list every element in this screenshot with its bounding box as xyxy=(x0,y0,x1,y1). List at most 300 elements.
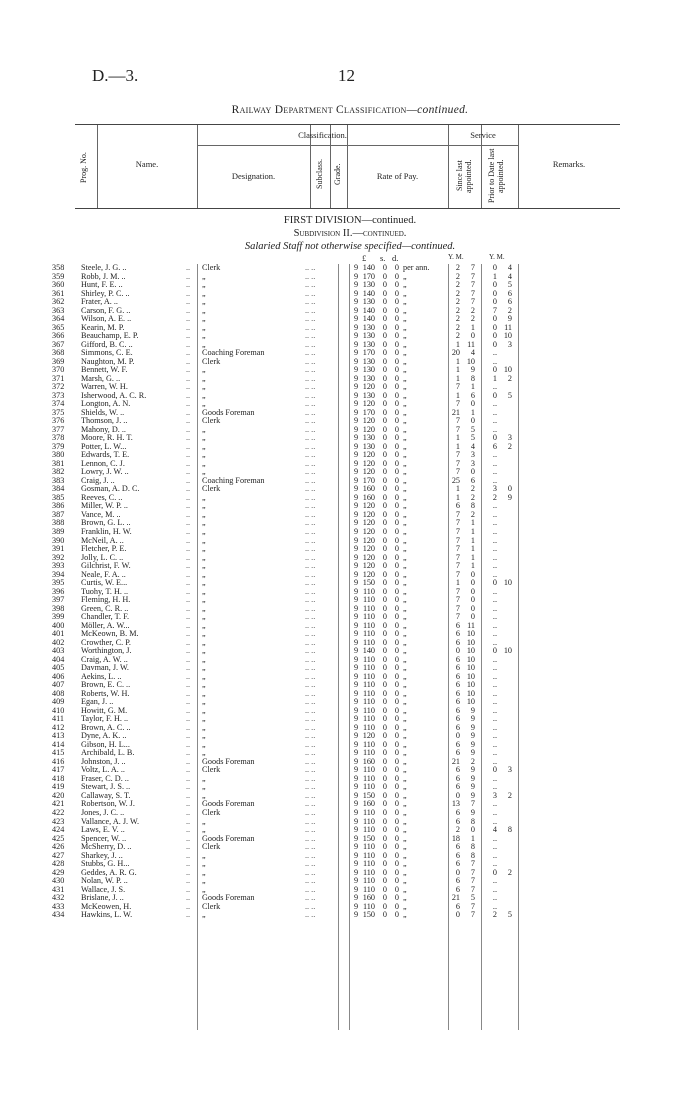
cell-sy: 7 xyxy=(455,467,460,477)
cell-des: „ xyxy=(202,442,206,451)
cell-py: .. xyxy=(492,603,497,613)
cell-gr: 9 xyxy=(353,859,359,869)
cell-sy: 1 xyxy=(455,578,460,588)
cell-no: 375 xyxy=(52,407,65,417)
cell-l: 110 xyxy=(363,808,375,817)
cell-py: .. xyxy=(492,671,497,681)
cell-s: 0 xyxy=(382,382,387,392)
cell-sm: 10 xyxy=(466,356,475,366)
cell-sm: 7 xyxy=(470,271,475,281)
cell-gr: 9 xyxy=(353,748,359,758)
cell-l: 130 xyxy=(362,373,375,383)
cell-gr: 9 xyxy=(353,458,359,468)
cell-d: 0 xyxy=(394,790,399,800)
cell-sy: 7 xyxy=(455,595,460,605)
cell-des: Clerk xyxy=(202,417,221,426)
cell-per: „ xyxy=(403,876,407,886)
cell-sy: 1 xyxy=(455,441,460,451)
cell-des: Coaching Foreman xyxy=(202,476,265,485)
table-row: .. .. .. 426 McSherry, D. .. Clerk 9 110 0 0 „ 6 8 .. xyxy=(52,842,497,852)
cell-py: .. xyxy=(492,424,497,434)
cell-sm: 7 xyxy=(470,910,475,920)
cell-sy: 6 xyxy=(455,714,460,724)
cell-per: „ xyxy=(403,680,407,690)
cell-d: 0 xyxy=(394,833,399,843)
cell-s: 0 xyxy=(382,475,387,485)
cell-des: „ xyxy=(202,562,206,571)
cell-s: 0 xyxy=(382,390,387,400)
cell-gr: 9 xyxy=(353,833,359,843)
cell-per: „ xyxy=(403,816,407,826)
cell-s: 0 xyxy=(382,433,387,443)
cell-sm: 2 xyxy=(470,492,475,502)
cell-sm: 8 xyxy=(470,850,475,860)
cell-pm: 2 xyxy=(507,305,512,315)
cell-sm: 0 xyxy=(470,595,475,605)
cell-no: 388 xyxy=(52,518,65,528)
cell-py: .. xyxy=(492,808,497,817)
table-row: .. .. .. 365 Kearin, M. P. „ 9 130 0 0 „ 2 1 0 11 xyxy=(52,322,512,332)
cell-l: 120 xyxy=(362,526,375,536)
cell-sm: 1 xyxy=(470,535,475,545)
cell-name: McKeown, B. M. xyxy=(81,630,139,639)
cell-s: 0 xyxy=(382,688,387,698)
cell-pm: 3 xyxy=(507,765,512,775)
cell-sy: 6 xyxy=(455,901,460,911)
cell-l: 110 xyxy=(363,748,375,758)
cell-gr: 9 xyxy=(353,416,359,426)
cell-d: 0 xyxy=(394,663,399,673)
table-row: .. .. .. 373 Isherwood, A. C. R. „ 9 130 0 0 „ 1 6 0 5 xyxy=(52,390,512,400)
title-suffix: —continued. xyxy=(406,104,469,116)
cell-des: „ xyxy=(202,613,206,622)
cell-py: .. xyxy=(492,748,497,758)
cell-name: Bennett, W. F. xyxy=(81,366,128,375)
cell-gr: 9 xyxy=(353,697,359,707)
table-row: .. .. .. 405 Davman, J. W. „ 9 110 0 0 „ 6 10 .. xyxy=(52,663,497,673)
cell-name: Shirley, P. C. .. xyxy=(81,289,130,298)
cell-l: 120 xyxy=(362,509,375,519)
cell-d: 0 xyxy=(394,501,399,511)
cell-pm: 2 xyxy=(507,867,512,877)
cell-gr: 9 xyxy=(353,365,359,375)
cell-gr: 9 xyxy=(353,450,359,460)
cell-sy: 1 xyxy=(455,433,460,443)
cell-name: Shields, W. .. xyxy=(81,408,125,417)
cell-sm: 7 xyxy=(470,867,475,877)
cell-pm: 2 xyxy=(507,373,512,383)
cell-l: 120 xyxy=(362,561,375,571)
cell-d: 0 xyxy=(394,314,399,324)
cell-l: 140 xyxy=(362,288,375,298)
cell-sm: 7 xyxy=(470,859,475,869)
cell-sm: 10 xyxy=(466,697,475,707)
cell-py: 3 xyxy=(492,484,497,494)
cell-per: „ xyxy=(403,382,407,392)
cell-s: 0 xyxy=(382,535,387,545)
cell-per: „ xyxy=(403,586,407,596)
cell-des: „ xyxy=(202,664,206,673)
cell-gr: 9 xyxy=(353,373,359,383)
cell-gr: 9 xyxy=(353,475,359,485)
cell-sy: 7 xyxy=(455,561,460,571)
cell-per: „ xyxy=(403,441,407,451)
cell-s: 0 xyxy=(382,509,387,519)
cell-name: Wilson, A. E. .. xyxy=(81,315,132,324)
cell-name: Naughton, M. P. xyxy=(81,357,135,366)
cell-s: 0 xyxy=(382,765,387,775)
cell-name: Johnston, J. .. xyxy=(81,757,126,766)
subdivision-heading: Subdivision II.—continued. xyxy=(293,228,407,239)
cell-sm: 1 xyxy=(470,552,475,562)
cell-no: 410 xyxy=(52,705,65,715)
cell-pm: 6 xyxy=(507,297,512,307)
cell-s: 0 xyxy=(382,365,387,375)
cell-pm: 9 xyxy=(507,492,512,502)
cell-sy: 6 xyxy=(455,739,460,749)
cell-l: 150 xyxy=(362,833,375,843)
cell-sy: 7 xyxy=(455,526,460,536)
cell-sy: 2 xyxy=(455,322,460,332)
cell-des: „ xyxy=(202,655,206,664)
page-title xyxy=(0,104,700,116)
cell-l: 110 xyxy=(363,620,375,630)
cell-sm: 2 xyxy=(470,305,475,315)
cell-des: „ xyxy=(202,468,206,477)
cell-sm: 8 xyxy=(470,842,475,852)
cell-gr: 9 xyxy=(353,799,359,809)
cell-gr: 9 xyxy=(353,288,359,298)
cell-per: „ xyxy=(403,884,407,894)
cell-sm: 1 xyxy=(470,833,475,843)
col-subclass: Subclass. xyxy=(315,159,324,189)
cell-s: 0 xyxy=(382,901,387,911)
cell-d: 0 xyxy=(394,382,399,392)
table-row: .. .. .. 368 Simmons, C. E. Coaching Foreman 9 170 0 0 „ 20 4 .. xyxy=(52,348,497,358)
cell-d: 0 xyxy=(394,552,399,562)
cell-sy: 7 xyxy=(455,518,460,528)
cell-py: .. xyxy=(492,842,497,852)
cell-sm: 9 xyxy=(470,365,475,375)
cell-per: „ xyxy=(403,331,407,341)
cell-py: 0 xyxy=(492,339,497,349)
cell-no: 405 xyxy=(52,663,65,673)
cell-sy: 7 xyxy=(455,450,460,460)
cell-des: „ xyxy=(202,383,206,392)
cell-l: 160 xyxy=(362,756,375,766)
cell-per: „ xyxy=(403,271,407,281)
cell-per: „ xyxy=(403,893,407,903)
cell-des: „ xyxy=(202,451,206,460)
cell-s: 0 xyxy=(382,654,387,664)
cell-gr: 9 xyxy=(353,407,359,417)
cell-sy: 25 xyxy=(451,475,460,485)
cell-no: 391 xyxy=(52,544,65,554)
cell-d: 0 xyxy=(394,322,399,332)
cell-gr: 9 xyxy=(353,467,359,477)
cell-py: .. xyxy=(492,705,497,715)
cell-d: 0 xyxy=(394,739,399,749)
cell-py: .. xyxy=(492,561,497,571)
cell-d: 0 xyxy=(394,782,399,792)
cell-d: 0 xyxy=(394,799,399,809)
cell-d: 0 xyxy=(394,680,399,690)
cell-l: 130 xyxy=(362,441,375,451)
table-row: .. .. .. 364 Wilson, A. E. .. „ 9 140 0 0 „ 2 2 0 9 xyxy=(52,314,512,324)
cell-no: 403 xyxy=(52,646,65,656)
cell-des: „ xyxy=(202,434,206,443)
cell-d: 0 xyxy=(394,526,399,536)
cell-per: „ xyxy=(403,850,407,860)
cell-des: Clerk xyxy=(202,766,221,775)
cell-sm: 2 xyxy=(470,314,475,324)
cell-sm: 10 xyxy=(466,663,475,673)
cell-d: 0 xyxy=(394,373,399,383)
cell-gr: 9 xyxy=(353,901,359,911)
cell-no: 367 xyxy=(52,339,65,349)
cell-des: „ xyxy=(202,281,206,290)
cell-s: 0 xyxy=(382,544,387,554)
cell-no: 406 xyxy=(52,671,65,681)
cell-des: „ xyxy=(202,536,206,545)
cell-name: Jones, J. C. .. xyxy=(81,809,125,817)
cell-no: 365 xyxy=(52,322,65,332)
cell-s: 0 xyxy=(382,756,387,766)
cell-py: .. xyxy=(492,518,497,528)
cell-d: 0 xyxy=(394,509,399,519)
cell-l: 110 xyxy=(363,901,375,911)
cell-per: „ xyxy=(403,910,407,920)
cell-per: „ xyxy=(403,356,407,366)
cell-s: 0 xyxy=(382,586,387,596)
cell-d: 0 xyxy=(394,535,399,545)
cell-s: 0 xyxy=(382,595,387,605)
table-row: .. .. .. 398 Green, C. R. .. „ 9 110 0 0 „ 7 0 .. xyxy=(52,603,497,613)
cell-per: „ xyxy=(403,365,407,375)
cell-gr: 9 xyxy=(353,637,359,647)
column-header xyxy=(75,124,620,209)
cell-des: „ xyxy=(202,391,206,400)
cell-py: 0 xyxy=(492,867,497,877)
cell-l: 120 xyxy=(362,569,375,579)
cell-gr: 9 xyxy=(353,714,359,724)
table-row: .. .. .. 411 Taylor, F. H. .. „ 9 110 0 0 „ 6 9 .. xyxy=(52,714,497,724)
cell-s: 0 xyxy=(382,578,387,588)
cell-per: „ xyxy=(403,603,407,613)
cell-des: „ xyxy=(202,681,206,690)
cell-per: „ xyxy=(403,339,407,349)
cell-sy: 6 xyxy=(455,671,460,681)
cell-py: .. xyxy=(492,637,497,647)
cell-l: 130 xyxy=(362,390,375,400)
cell-d: 0 xyxy=(394,518,399,528)
table-row: .. .. .. 410 Howitt, G. M. „ 9 110 0 0 „ 6 9 .. xyxy=(52,705,497,715)
cell-sm: 0 xyxy=(470,586,475,596)
cell-des: „ xyxy=(202,715,206,724)
cell-sy: 7 xyxy=(455,544,460,554)
col-service: Service xyxy=(470,130,496,140)
cell-per: „ xyxy=(403,314,407,324)
cell-des: „ xyxy=(202,851,206,860)
cell-per: „ xyxy=(403,348,407,358)
cell-gr: 9 xyxy=(353,850,359,860)
cell-py: .. xyxy=(492,850,497,860)
table-row: .. .. .. 425 Spencer, W. .. Goods Foreman 9 150 0 0 „ 18 1 .. xyxy=(52,833,497,843)
cell-sy: 6 xyxy=(455,663,460,673)
cell-l: 110 xyxy=(363,612,375,622)
cell-des: „ xyxy=(202,340,206,349)
col-rate: Rate of Pay. xyxy=(376,171,419,181)
cell-sm: 9 xyxy=(470,739,475,749)
cell-gr: 9 xyxy=(353,893,359,903)
cell-gr: 9 xyxy=(353,399,359,409)
cell-s: 0 xyxy=(382,799,387,809)
cell-per: „ xyxy=(403,569,407,579)
cell-sm: 10 xyxy=(466,671,475,681)
cell-py: .. xyxy=(492,663,497,673)
cell-d: 0 xyxy=(394,467,399,477)
cell-sy: 6 xyxy=(455,654,460,664)
table-row: .. .. .. 424 Laws, E. V. .. „ 9 110 0 0 „ 2 0 4 8 xyxy=(52,825,512,835)
cell-per: „ xyxy=(403,467,407,477)
table-row: .. .. .. 366 Beauchamp, E. P. „ 9 130 0 0 „ 2 0 0 10 xyxy=(52,331,512,341)
cell-sm: 2 xyxy=(470,756,475,766)
cell-sy: 7 xyxy=(455,416,460,426)
cell-sy: 2 xyxy=(455,331,460,341)
cell-s: 0 xyxy=(382,714,387,724)
cell-s: 0 xyxy=(382,612,387,622)
table-row: .. .. .. 401 McKeown, B. M. „ 9 110 0 0 „ 6 10 .. xyxy=(52,629,497,639)
cell-l: 120 xyxy=(362,552,375,562)
cell-gr: 9 xyxy=(353,305,359,315)
cell-des: „ xyxy=(202,596,206,605)
cell-s: 0 xyxy=(382,808,387,817)
cell-sm: 7 xyxy=(470,280,475,290)
table-row: .. .. .. 388 Brown, G. L. .. „ 9 120 0 0 „ 7 1 .. xyxy=(52,518,497,528)
table-row: .. .. .. 377 Mahony, D. .. „ 9 120 0 0 „ 7 5 .. xyxy=(52,424,497,434)
cell-d: 0 xyxy=(394,629,399,639)
cell-py: 4 xyxy=(492,825,497,835)
cell-sy: 7 xyxy=(455,509,460,519)
cell-s: 0 xyxy=(382,501,387,511)
cell-gr: 9 xyxy=(353,561,359,571)
cell-sy: 2 xyxy=(455,288,460,298)
cell-sy: 13 xyxy=(451,799,460,809)
cell-d: 0 xyxy=(394,825,399,835)
cell-no: 359 xyxy=(52,271,65,281)
cell-des: „ xyxy=(202,502,206,511)
cell-py: .. xyxy=(492,688,497,698)
cell-l: 110 xyxy=(363,671,375,681)
cell-gr: 9 xyxy=(353,816,359,826)
cell-des: „ xyxy=(202,400,206,409)
cell-des: Clerk xyxy=(202,357,221,366)
cell-des: „ xyxy=(202,911,206,920)
cell-des: „ xyxy=(202,826,206,835)
cell-name: Brown, A. C. .. xyxy=(81,723,131,732)
cell-des: „ xyxy=(202,877,206,886)
cell-pm: 5 xyxy=(507,390,512,400)
cell-gr: 9 xyxy=(353,339,359,349)
cell-gr: 9 xyxy=(353,484,359,494)
cell-des: „ xyxy=(202,272,206,281)
cell-no: 424 xyxy=(52,825,65,835)
cell-sm: 10 xyxy=(466,688,475,698)
cell-d: 0 xyxy=(394,356,399,366)
cell-py: .. xyxy=(492,467,497,477)
cell-s: 0 xyxy=(382,773,387,783)
cell-l: 120 xyxy=(362,518,375,528)
cell-l: 150 xyxy=(362,910,375,920)
cell-pm: 10 xyxy=(503,331,512,341)
cell-sy: 2 xyxy=(455,305,460,315)
cell-sm: 1 xyxy=(470,518,475,528)
cell-l: 120 xyxy=(362,416,375,426)
cell-sm: 5 xyxy=(470,433,475,443)
cell-sm: 0 xyxy=(470,416,475,426)
cell-s: 0 xyxy=(382,441,387,451)
cell-sy: 2 xyxy=(455,314,460,324)
table-row: .. .. .. 430 Nolan, W. P. .. „ 9 110 0 0 „ 6 7 .. xyxy=(52,876,497,886)
cell-des: „ xyxy=(202,638,206,647)
cell-l: 110 xyxy=(363,663,375,673)
cell-name: Craig, A. W. .. xyxy=(81,655,128,664)
cell-l: 110 xyxy=(363,816,375,826)
cell-name: Dyne, A. K. .. xyxy=(81,732,127,741)
cell-name: Neale, F. A. .. xyxy=(81,570,126,579)
cell-name: Davman, J. W. xyxy=(81,664,129,673)
cell-py: .. xyxy=(492,739,497,749)
cell-sm: 0 xyxy=(470,331,475,341)
cell-no: 393 xyxy=(52,561,65,571)
cell-per: „ xyxy=(403,825,407,835)
cell-gr: 9 xyxy=(353,782,359,792)
cell-d: 0 xyxy=(394,271,399,281)
cell-py: 0 xyxy=(492,331,497,341)
cell-py: .. xyxy=(492,475,497,485)
cell-des: „ xyxy=(202,740,206,749)
cell-l: 110 xyxy=(363,697,375,707)
cell-d: 0 xyxy=(394,816,399,826)
cell-sy: 1 xyxy=(455,484,460,494)
cell-sy: 2 xyxy=(455,297,460,307)
cell-no: 385 xyxy=(52,492,65,502)
cell-no: 382 xyxy=(52,467,65,477)
cell-pm: 3 xyxy=(507,433,512,443)
cell-py: .. xyxy=(492,859,497,869)
cell-name: Möller, A. W... xyxy=(81,621,130,630)
table-row: .. .. .. 409 Egan, J. .. „ 9 110 0 0 „ 6 10 .. xyxy=(52,697,497,707)
cell-name: Vance, M. .. xyxy=(81,510,121,519)
table-row: .. .. .. 422 Jones, J. C. .. Clerk 9 110 0 0 „ 6 9 .. xyxy=(52,808,497,817)
cell-py: 0 xyxy=(492,646,497,656)
cell-gr: 9 xyxy=(353,765,359,775)
col-designation: Designation. xyxy=(231,171,276,181)
cell-per: „ xyxy=(403,501,407,511)
cell-sy: 0 xyxy=(455,731,460,741)
cell-no: 380 xyxy=(52,450,65,460)
cell-s: 0 xyxy=(382,646,387,656)
cell-gr: 9 xyxy=(353,586,359,596)
cell-sm: 7 xyxy=(470,884,475,894)
cell-l: 110 xyxy=(363,722,375,732)
cell-sy: 6 xyxy=(455,705,460,715)
cell-des: „ xyxy=(202,323,206,332)
cell-per: „ xyxy=(403,765,407,775)
cell-no: 392 xyxy=(52,552,65,562)
cell-sy: 6 xyxy=(455,859,460,869)
cell-name: Gifford, B. C. .. xyxy=(81,340,133,349)
